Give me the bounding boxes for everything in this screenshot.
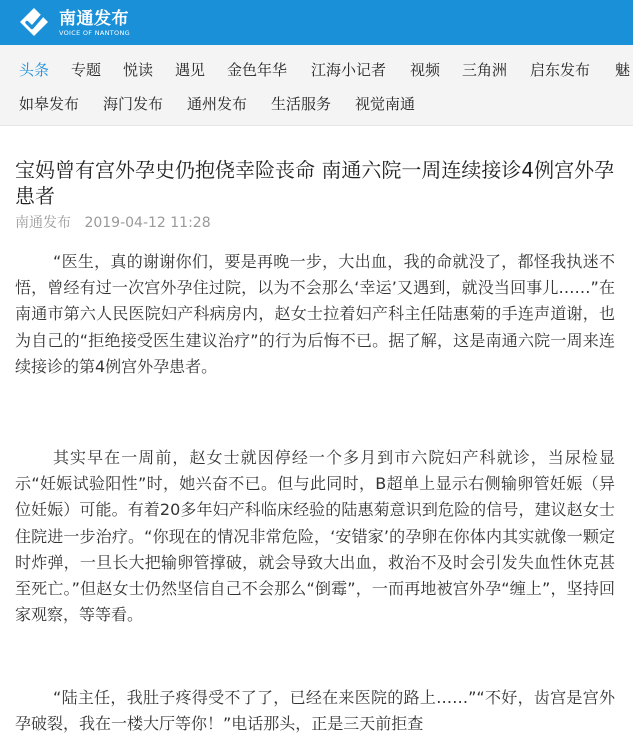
tab-encounter[interactable]: 遇见 xyxy=(175,61,206,79)
logo-subtitle: VOICE OF NANTONG xyxy=(59,29,130,37)
tab-young-reporters[interactable]: 江海小记者 xyxy=(311,61,387,79)
tab-headlines[interactable]: 头条 xyxy=(19,61,50,79)
tab-rugao[interactable]: 如皋发布 xyxy=(19,95,80,113)
tab-topics[interactable]: 专题 xyxy=(71,61,102,79)
article-meta xyxy=(15,214,211,232)
tab-qidong[interactable]: 启东发布 xyxy=(530,61,591,79)
tab-delta[interactable]: 三角洲 xyxy=(462,61,508,79)
tab-tongzhou[interactable]: 通州发布 xyxy=(187,95,248,113)
tab-golden-years[interactable]: 金色年华 xyxy=(227,61,288,79)
tab-haimen[interactable]: 海门发布 xyxy=(103,95,164,113)
tab-more-cut[interactable]: 魅 xyxy=(615,61,631,79)
article-title: 宝妈曾有宫外孕史仍抱侥幸险丧命 南通六院一周连续接诊4例宫外孕患者 xyxy=(15,158,615,208)
article-paragraph: 其实早在一周前，赵女士就因停经一个多月到市六院妇产科就诊，当尿检显示“妊娠试验阳性”时，她兴奋不已。但与此同时，B超单上显示右侧输卵管妊娠（异位妊娠）可能。有着20多年妇产科临床经验的陆惠菊意识到危险的信号，建议赵女士住院进一步治疗。“你现在的情况非常危险，‘安错家’的孕卵在你体内其实就像一颗定时炸弹，一旦长大把输卵管撑破，就会导致大出血，救治不及时会引发失血性休克甚至死亡。”但赵女士仍然坚信自己不会那么“倒霉”，一而再地被宫外孕“缠上”，坚持回家观察，等等看。 xyxy=(15,448,615,625)
tab-life-services[interactable]: 生活服务 xyxy=(271,95,332,113)
logo-title[interactable]: 南通发布 xyxy=(59,9,129,29)
article-paragraph: “陆主任，我肚子疼得受不了了，已经在来医院的路上……”“不好，齿宫是宫外孕破裂，我在一楼大厅等你！”电话那头，正是三天前拒查 xyxy=(15,688,615,734)
article-source[interactable]: 南通发布 xyxy=(15,215,71,231)
tab-video[interactable]: 视频 xyxy=(410,61,441,79)
top-bar xyxy=(0,0,633,45)
nantong-logo-icon[interactable] xyxy=(19,7,49,37)
article-paragraph: “医生，真的谢谢你们，要是再晚一步，大出血，我的命就没了，都怪我执迷不悟，曾经有过一次宫外孕住过院，以为不会那么‘幸运’又遇到，就没当回事儿……”在南通市第六人民医院妇产科病房内，赵女士拉着妇产科主任陆惠菊的手连声道谢，也为自己的“拒绝接受医生建议治疗”的行为后悔不已。据了解，这是南通六院一周来连续接诊的第4例宫外孕患者。 xyxy=(15,252,615,376)
tab-visual-nantong[interactable]: 视觉南通 xyxy=(355,95,416,113)
tab-reading[interactable]: 悦读 xyxy=(123,61,154,79)
channel-nav xyxy=(0,45,633,126)
article-date: 2019-04-12 11:28 xyxy=(84,215,211,231)
